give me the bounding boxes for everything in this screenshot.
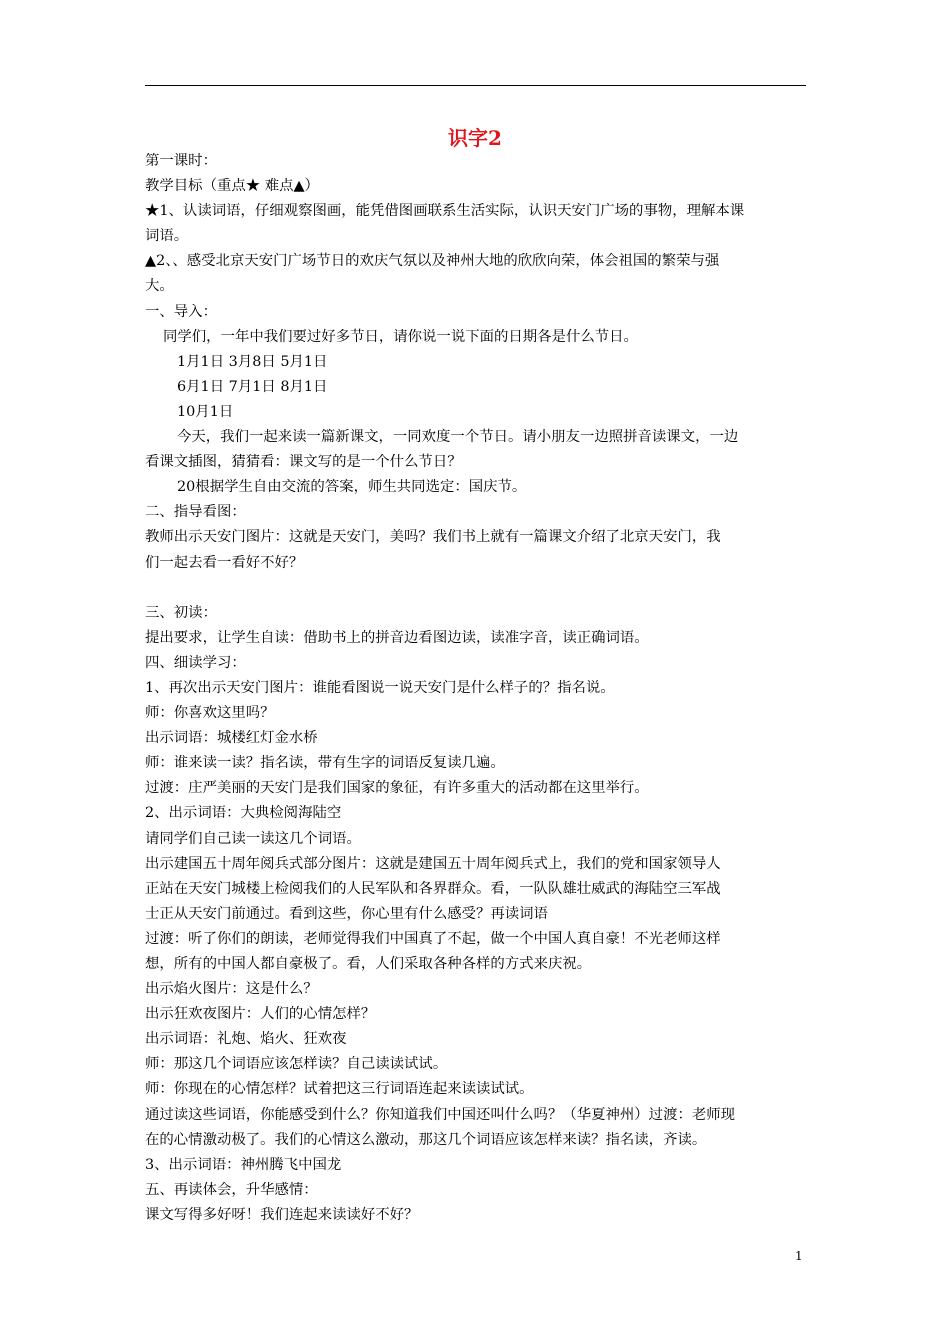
text-line: 出示词语：礼炮、焰火、狂欢夜 <box>145 1031 347 1048</box>
text-line: 在的心情激动极了。我们的心情这么激动，那这几个词语应该怎样来读？指名读，齐读。 <box>145 1131 707 1148</box>
text-line: 6月1日 7月1日 8月1日 <box>177 378 328 395</box>
document-title: 识字2 <box>448 126 502 150</box>
text-line: 三、初读： <box>145 604 217 621</box>
text-line: 四、细读学习： <box>145 654 246 671</box>
text-line: 想，所有的中国人都自豪极了。看，人们采取各种各样的方式来庆祝。 <box>145 956 592 972</box>
text-line: 师：你喜欢这里吗？ <box>145 705 275 722</box>
text-line: 出示词语：城楼红灯金水桥 <box>145 730 318 747</box>
text-line: 同学们，一年中我们要过好多节日，请你说一说下面的日期各是什么节日。 <box>163 328 638 345</box>
text-line: 通过读这些词语，你能感受到什么？你知道我们中国还叫什么吗？（华夏神州）过渡：老师现 <box>145 1106 736 1123</box>
text-line: 课文写得多好呀！我们连起来读读好不好？ <box>145 1206 419 1223</box>
text-line: ▲2、、感受北京天安门广场节日的欢庆气氛以及神州大地的欣欣向荣，体会祖国的繁荣与强 <box>145 253 720 270</box>
text-line: 1、再次出示天安门图片：谁能看图说一说天安门是什么样子的？指名说。 <box>145 679 615 696</box>
text-line: 第一课时： <box>145 153 217 169</box>
text-line: 今天，我们一起来读一篇新课文，一同欢度一个节日。请小朋友一边照拼音读课文，一边 <box>177 429 739 446</box>
text-line: 过渡：听了你们的朗读，老师觉得我们中国真了不起，做一个中国人真自豪！不光老师这样 <box>145 930 721 947</box>
text-line: 出示狂欢夜图片：人们的心情怎样？ <box>145 1006 376 1023</box>
text-line: 正站在天安门城楼上检阅我们的人民军队和各界群众。看，一队队雄壮威武的海陆空三军战 <box>145 880 721 897</box>
text-line: 们一起去看一看好不好？ <box>145 554 304 571</box>
text-line: 教师出示天安门图片：这就是天安门，美吗？我们书上就有一篇课文介绍了北京天安门，我 <box>145 529 721 546</box>
text-line: 二、指导看图： <box>145 504 246 521</box>
text-line: 出示焰火图片：这是什么？ <box>145 981 318 998</box>
header-rule <box>145 85 806 86</box>
text-line: 师：你现在的心情怎样？试着把这三行词语连起来读读试试。 <box>145 1081 534 1098</box>
text-line: 看课文插图，猜猜看：课文写的是一个什么节日？ <box>145 454 462 471</box>
text-line: 请同学们自己读一读这几个词语。 <box>145 830 361 847</box>
blank-line <box>145 576 810 601</box>
text-line: 师：那这几个词语应该怎样读？自己读读试试。 <box>145 1056 448 1073</box>
text-line: 3、出示词语：神州腾飞中国龙 <box>145 1156 342 1173</box>
text-line: 提出要求，让学生自读：借助书上的拼音边看图边读，读准字音，读正确词语。 <box>145 629 649 646</box>
page-number: 1 <box>795 1249 803 1263</box>
text-line: 过渡：庄严美丽的天安门是我们国家的象征，有许多重大的活动都在这里举行。 <box>145 780 649 797</box>
text-line: 20根据学生自由交流的答案，师生共同选定：国庆节。 <box>177 479 527 496</box>
text-line: 词语。 <box>145 228 189 245</box>
text-line: 大。 <box>145 278 174 295</box>
text-line: ★1、认读词语，仔细观察图画，能凭借图画联系生活实际，认识天安门广场的事物，理解本课 <box>145 203 745 220</box>
document-body <box>145 149 810 1228</box>
text-line: 一、导入： <box>145 303 217 320</box>
text-line: 出示建国五十周年阅兵式部分图片：这就是建国五十周年阅兵式上，我们的党和国家领导人 <box>145 855 721 872</box>
text-line: 2、出示词语：大典检阅海陆空 <box>145 805 342 822</box>
text-line: 士正从天安门前通过。看到这些，你心里有什么感受？再读词语 <box>145 905 548 922</box>
text-line: 1月1日 3月8日 5月1日 <box>177 353 328 370</box>
text-line: 师：谁来读一读？指名读，带有生字的词语反复读几遍。 <box>145 755 505 772</box>
text-line: 10月1日 <box>177 403 234 420</box>
text-line: 五、再读体会，升华感情： <box>145 1181 318 1198</box>
text-line: 教学目标（重点★ 难点▲） <box>145 178 319 195</box>
